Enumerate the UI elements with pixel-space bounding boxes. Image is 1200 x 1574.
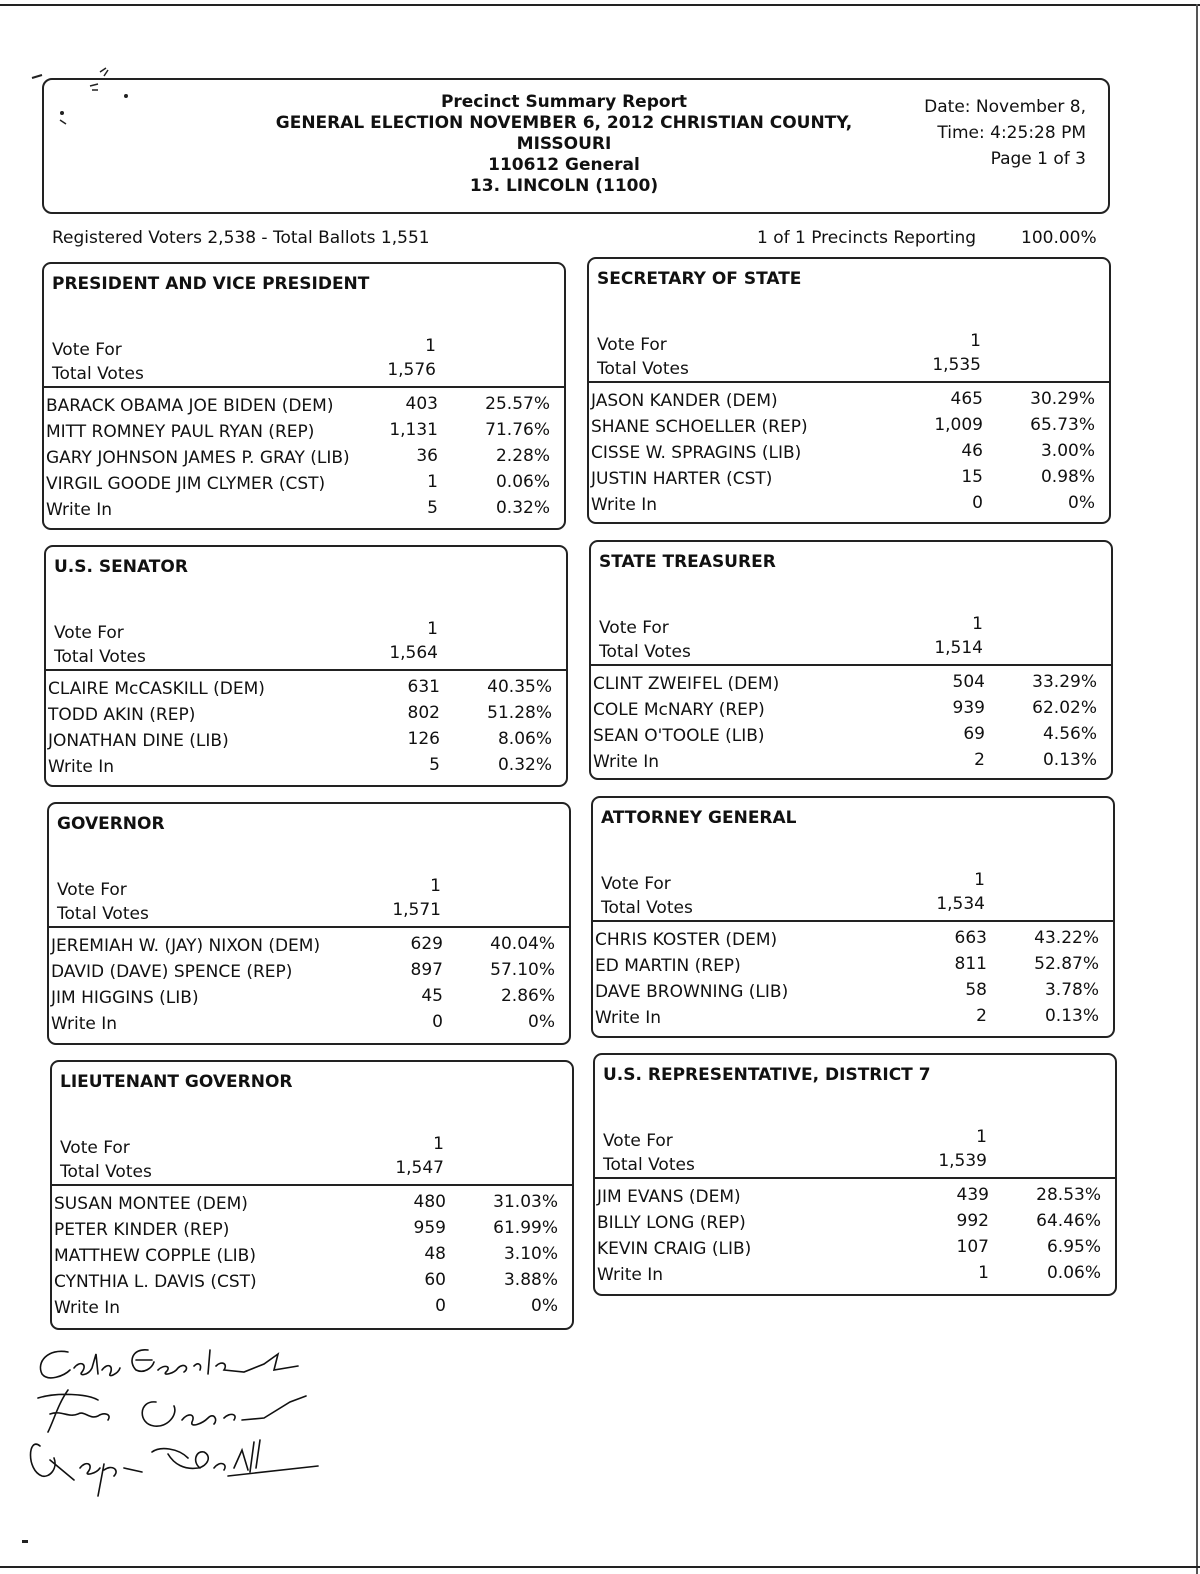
candidate-votes: 811: [954, 954, 987, 974]
candidate-name: CYNTHIA L. DAVIS (CST): [54, 1272, 257, 1292]
race-divider: [593, 920, 1113, 922]
race-divider: [44, 386, 564, 388]
candidate-percent: 3.10%: [503, 1244, 558, 1264]
candidate-percent: 51.28%: [487, 703, 552, 723]
candidate-row: [49, 986, 569, 1012]
candidate-votes: 107: [956, 1237, 989, 1257]
race-title: U.S. SENATOR: [54, 557, 188, 577]
report-title: Precinct Summary Report: [440, 92, 688, 112]
vote-for-count: 1: [970, 331, 981, 351]
candidate-name: GARY JOHNSON JAMES P. GRAY (LIB): [46, 448, 350, 468]
candidate-votes: 631: [407, 677, 440, 697]
candidate-percent: 61.99%: [493, 1218, 558, 1238]
page-edge-top: [0, 4, 1200, 6]
race-lieutenant-governor: [50, 1060, 574, 1330]
candidate-votes: 992: [956, 1211, 989, 1231]
candidate-list: [46, 677, 566, 781]
candidate-votes: 5: [429, 755, 440, 775]
candidate-votes: 48: [424, 1244, 446, 1264]
candidate-list: [589, 389, 1109, 519]
candidate-list: [44, 394, 564, 524]
candidate-votes: 1: [978, 1263, 989, 1283]
candidate-percent: 57.10%: [490, 960, 555, 980]
race-secretary-of-state: [587, 257, 1111, 524]
candidate-row: [52, 1218, 572, 1244]
candidate-percent: 2.86%: [500, 986, 555, 1006]
total-votes-label: Total Votes: [599, 642, 691, 662]
candidate-name: JIM HIGGINS (LIB): [51, 988, 199, 1008]
total-votes-label: Total Votes: [52, 364, 144, 384]
candidate-name: BILLY LONG (REP): [597, 1213, 746, 1233]
candidate-row: [52, 1192, 572, 1218]
candidate-row: [591, 672, 1111, 698]
race-attorney-general: [591, 796, 1115, 1038]
candidate-name: CLAIRE McCASKILL (DEM): [48, 679, 265, 699]
candidate-votes: 60: [424, 1270, 446, 1290]
election-line-2: MISSOURI: [516, 134, 612, 154]
race-title: SECRETARY OF STATE: [597, 269, 802, 289]
candidate-row: [44, 446, 564, 472]
candidate-votes: 36: [416, 446, 438, 466]
candidate-row: [49, 1012, 569, 1038]
candidate-row: [49, 934, 569, 960]
candidate-percent: 0.98%: [1040, 467, 1095, 487]
vote-for-count: 1: [972, 614, 983, 634]
candidate-list: [591, 672, 1111, 776]
report-meta: [924, 94, 1086, 172]
race-divider: [591, 664, 1111, 666]
candidate-row: [591, 698, 1111, 724]
total-votes-count: 1,571: [392, 900, 441, 920]
vote-for-label: Vote For: [597, 335, 667, 355]
vote-for-label: Vote For: [603, 1131, 673, 1151]
candidate-row: [595, 1211, 1115, 1237]
candidate-percent: 0.32%: [497, 755, 552, 775]
candidate-row: [591, 750, 1111, 776]
election-code: 110612 General: [488, 155, 640, 175]
vote-for-count: 1: [974, 870, 985, 890]
candidate-percent: 31.03%: [493, 1192, 558, 1212]
report-header: [42, 78, 1110, 214]
candidate-name: SHANE SCHOELLER (REP): [591, 417, 808, 437]
candidate-row: [46, 755, 566, 781]
candidate-percent: 3.00%: [1040, 441, 1095, 461]
total-votes-count: 1,539: [938, 1151, 987, 1171]
candidate-votes: 46: [961, 441, 983, 461]
candidate-row: [52, 1296, 572, 1322]
candidate-name: SEAN O'TOOLE (LIB): [593, 726, 765, 746]
race-governor: [47, 802, 571, 1045]
candidate-name: JONATHAN DINE (LIB): [48, 731, 229, 751]
candidate-votes: 2: [976, 1006, 987, 1026]
candidate-percent: 2.28%: [495, 446, 550, 466]
candidate-percent: 43.22%: [1034, 928, 1099, 948]
vote-for-count: 1: [433, 1134, 444, 1154]
candidate-percent: 0.06%: [495, 472, 550, 492]
report-title-block: [244, 92, 884, 197]
candidate-votes: 0: [435, 1296, 446, 1316]
candidate-row: [593, 954, 1113, 980]
candidate-name: ED MARTIN (REP): [595, 956, 741, 976]
election-line-1: GENERAL ELECTION NOVEMBER 6, 2012 CHRISTIAN COUNTY,: [275, 113, 853, 133]
race-title: STATE TREASURER: [599, 552, 776, 572]
precincts-reporting: 1 of 1 Precincts Reporting: [757, 228, 977, 248]
race-divider: [52, 1184, 572, 1186]
candidate-row: [593, 1006, 1113, 1032]
race-title: ATTORNEY GENERAL: [601, 808, 797, 828]
candidate-name: JEREMIAH W. (JAY) NIXON (DEM): [51, 936, 321, 956]
candidate-percent: 0.13%: [1044, 1006, 1099, 1026]
candidate-votes: 663: [954, 928, 987, 948]
report-time: Time: 4:25:28 PM: [937, 123, 1086, 143]
race-title: U.S. REPRESENTATIVE, DISTRICT 7: [603, 1065, 931, 1085]
candidate-votes: 0: [432, 1012, 443, 1032]
race-title: PRESIDENT AND VICE PRESIDENT: [52, 274, 370, 294]
candidate-percent: 40.04%: [490, 934, 555, 954]
vote-for-count: 1: [427, 619, 438, 639]
race-president: [42, 262, 566, 530]
candidate-name: VIRGIL GOODE JIM CLYMER (CST): [46, 474, 326, 494]
candidate-name: Write In: [51, 1014, 118, 1034]
candidate-name: JUSTIN HARTER (CST): [591, 469, 773, 489]
page-edge-bottom: [0, 1566, 1200, 1568]
candidate-list: [593, 928, 1113, 1032]
candidate-name: KEVIN CRAIG (LIB): [597, 1239, 752, 1259]
candidate-votes: 959: [413, 1218, 446, 1238]
candidate-percent: 6.95%: [1046, 1237, 1101, 1257]
total-votes-count: 1,564: [389, 643, 438, 663]
candidate-votes: 1,009: [934, 415, 983, 435]
candidate-name: COLE McNARY (REP): [593, 700, 765, 720]
candidate-percent: 3.78%: [1044, 980, 1099, 1000]
candidate-percent: 0%: [528, 1012, 555, 1032]
candidate-row: [44, 420, 564, 446]
candidate-votes: 897: [410, 960, 443, 980]
vote-for-label: Vote For: [60, 1138, 130, 1158]
handwritten-signatures: [28, 1340, 328, 1510]
candidate-row: [44, 472, 564, 498]
candidate-percent: 52.87%: [1034, 954, 1099, 974]
candidate-row: [46, 703, 566, 729]
candidate-name: Write In: [595, 1008, 662, 1028]
candidate-row: [46, 729, 566, 755]
candidate-name: CHRIS KOSTER (DEM): [595, 930, 778, 950]
candidate-percent: 0.06%: [1046, 1263, 1101, 1283]
candidate-row: [593, 928, 1113, 954]
candidate-row: [595, 1185, 1115, 1211]
candidate-votes: 939: [952, 698, 985, 718]
candidate-name: JIM EVANS (DEM): [597, 1187, 741, 1207]
race-us-representative: [593, 1053, 1117, 1296]
candidate-name: DAVE BROWNING (LIB): [595, 982, 789, 1002]
candidate-row: [589, 441, 1109, 467]
candidate-percent: 64.46%: [1036, 1211, 1101, 1231]
registered-voters: Registered Voters 2,538 - Total Ballots 1,551: [52, 228, 430, 248]
candidate-name: JASON KANDER (DEM): [591, 391, 778, 411]
precinct-name: 13. LINCOLN (1100): [469, 176, 659, 196]
total-votes-label: Total Votes: [60, 1162, 152, 1182]
vote-for-count: 1: [976, 1127, 987, 1147]
candidate-row: [44, 498, 564, 524]
candidate-name: MITT ROMNEY PAUL RYAN (REP): [46, 422, 315, 442]
candidate-percent: 0.32%: [495, 498, 550, 518]
candidate-percent: 28.53%: [1036, 1185, 1101, 1205]
candidate-percent: 71.76%: [485, 420, 550, 440]
candidate-percent: 0.13%: [1042, 750, 1097, 770]
candidate-percent: 30.29%: [1030, 389, 1095, 409]
candidate-percent: 40.35%: [487, 677, 552, 697]
race-title: LIEUTENANT GOVERNOR: [60, 1072, 293, 1092]
candidate-votes: 0: [972, 493, 983, 513]
candidate-percent: 65.73%: [1030, 415, 1095, 435]
vote-for-count: 1: [430, 876, 441, 896]
scan-speck: [22, 1540, 28, 1543]
total-votes-label: Total Votes: [603, 1155, 695, 1175]
total-votes-label: Total Votes: [54, 647, 146, 667]
candidate-votes: 69: [963, 724, 985, 744]
candidate-votes: 802: [407, 703, 440, 723]
candidate-percent: 0%: [1068, 493, 1095, 513]
candidate-row: [49, 960, 569, 986]
race-title: GOVERNOR: [57, 814, 165, 834]
vote-for-label: Vote For: [52, 340, 122, 360]
total-votes-count: 1,547: [395, 1158, 444, 1178]
candidate-row: [589, 389, 1109, 415]
candidate-votes: 403: [405, 394, 438, 414]
vote-for-label: Vote For: [54, 623, 124, 643]
candidate-name: SUSAN MONTEE (DEM): [54, 1194, 248, 1214]
total-votes-label: Total Votes: [601, 898, 693, 918]
candidate-list: [52, 1192, 572, 1322]
vote-for-label: Vote For: [601, 874, 671, 894]
candidate-row: [595, 1237, 1115, 1263]
candidate-row: [595, 1263, 1115, 1289]
vote-for-label: Vote For: [57, 880, 127, 900]
candidate-percent: 62.02%: [1032, 698, 1097, 718]
page-number: Page 1 of 3: [990, 149, 1086, 169]
candidate-percent: 4.56%: [1042, 724, 1097, 744]
candidate-percent: 25.57%: [485, 394, 550, 414]
race-us-senator: [44, 545, 568, 787]
candidate-name: MATTHEW COPPLE (LIB): [54, 1246, 256, 1266]
reporting-percent: 100.00%: [1021, 228, 1097, 248]
report-date: Date: November 8,: [924, 97, 1086, 117]
candidate-row: [593, 980, 1113, 1006]
candidate-list: [595, 1185, 1115, 1289]
vote-for-label: Vote For: [599, 618, 669, 638]
candidate-name: Write In: [597, 1265, 664, 1285]
candidate-row: [589, 467, 1109, 493]
candidate-percent: 3.88%: [503, 1270, 558, 1290]
candidate-percent: 8.06%: [497, 729, 552, 749]
race-state-treasurer: [589, 540, 1113, 780]
candidate-name: CISSE W. SPRAGINS (LIB): [591, 443, 802, 463]
candidate-percent: 33.29%: [1032, 672, 1097, 692]
candidate-name: DAVID (DAVE) SPENCE (REP): [51, 962, 293, 982]
candidate-name: Write In: [54, 1298, 121, 1318]
candidate-votes: 126: [407, 729, 440, 749]
race-divider: [589, 381, 1109, 383]
candidate-name: BARACK OBAMA JOE BIDEN (DEM): [46, 396, 334, 416]
candidate-votes: 58: [965, 980, 987, 1000]
candidate-votes: 465: [950, 389, 983, 409]
candidate-votes: 629: [410, 934, 443, 954]
candidate-name: Write In: [48, 757, 115, 777]
candidate-row: [52, 1244, 572, 1270]
candidate-votes: 5: [427, 498, 438, 518]
candidate-name: Write In: [591, 495, 658, 515]
candidate-votes: 504: [952, 672, 985, 692]
candidate-row: [589, 493, 1109, 519]
candidate-row: [589, 415, 1109, 441]
total-votes-label: Total Votes: [597, 359, 689, 379]
candidate-votes: 480: [413, 1192, 446, 1212]
candidate-votes: 15: [961, 467, 983, 487]
total-votes-count: 1,535: [932, 355, 981, 375]
candidate-row: [52, 1270, 572, 1296]
candidate-name: CLINT ZWEIFEL (DEM): [593, 674, 780, 694]
candidate-row: [46, 677, 566, 703]
candidate-votes: 1,131: [389, 420, 438, 440]
race-divider: [595, 1177, 1115, 1179]
candidate-votes: 2: [974, 750, 985, 770]
race-divider: [49, 926, 569, 928]
vote-for-count: 1: [425, 336, 436, 356]
race-divider: [46, 669, 566, 671]
total-votes-count: 1,576: [387, 360, 436, 380]
candidate-votes: 439: [956, 1185, 989, 1205]
candidate-name: Write In: [46, 500, 113, 520]
total-votes-count: 1,514: [934, 638, 983, 658]
candidate-row: [44, 394, 564, 420]
candidate-votes: 1: [427, 472, 438, 492]
page-edge-right: [1196, 4, 1198, 1574]
candidate-name: Write In: [593, 752, 660, 772]
candidate-name: TODD AKIN (REP): [48, 705, 196, 725]
candidate-name: PETER KINDER (REP): [54, 1220, 230, 1240]
candidate-row: [591, 724, 1111, 750]
total-votes-count: 1,534: [936, 894, 985, 914]
candidate-list: [49, 934, 569, 1038]
candidate-votes: 45: [421, 986, 443, 1006]
candidate-percent: 0%: [531, 1296, 558, 1316]
total-votes-label: Total Votes: [57, 904, 149, 924]
